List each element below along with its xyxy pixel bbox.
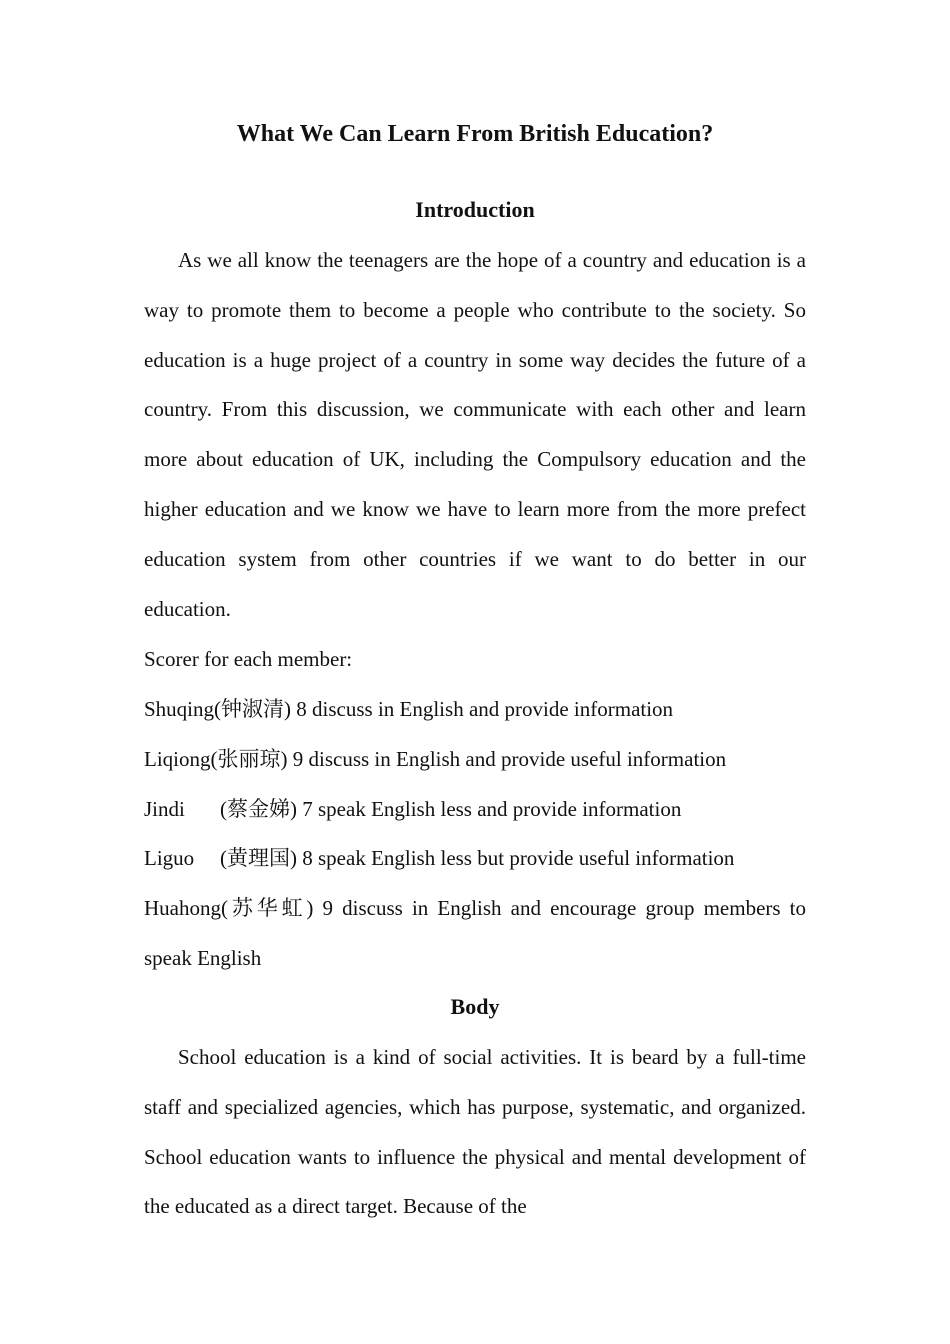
member-name: Jindi <box>144 797 185 821</box>
member-chinese-name: (苏华虹) <box>221 896 314 920</box>
member-chinese-name: (蔡金娣) <box>220 797 297 821</box>
member-chinese-name: (张丽琼) <box>210 747 288 771</box>
member-chinese-name: (钟淑清) <box>214 697 292 721</box>
member-name: Liguo <box>144 846 195 870</box>
member-chinese-name: (黄理国) <box>220 846 297 870</box>
member-row-jindi <box>144 785 806 835</box>
member-row-huahong <box>144 884 806 984</box>
member-name: Liqiong <box>144 747 211 771</box>
member-row-shuqing <box>144 685 806 735</box>
scorer-label: Scorer for each member: <box>144 647 353 671</box>
member-score: 7 speak English less and provide information <box>297 797 682 821</box>
member-score: 8 discuss in English and provide information <box>291 697 674 721</box>
member-name: Huahong <box>144 896 221 920</box>
member-score: 9 discuss in English and provide useful information <box>287 747 727 771</box>
member-row-liguo <box>144 834 806 884</box>
introduction-paragraph: As we all know the teenagers are the hope of a country and education is a way to promote them to become a people who contribute to the society. So education is a huge project of a country in some way decides the future of a country. From this discussion, we communicate with each other and learn more about education of UK, including the Compulsory education and the higher education and we know we have to learn more from the more prefect education system from other countries if we want to do better in our education. <box>144 248 806 621</box>
introduction-heading: Introduction <box>415 197 535 222</box>
member-row-liqiong <box>144 735 806 785</box>
member-score: 9 discuss in English and encourage group members to speak English <box>144 896 806 970</box>
body-heading: Body <box>450 994 500 1019</box>
member-score: 8 speak English less but provide useful information <box>297 846 735 870</box>
document-title: What We Can Learn From British Education? <box>236 121 714 147</box>
body-paragraph: School education is a kind of social activities. It is beard by a full-time staff and specialized agencies, which has purpose, systematic, and organized. School education wants to influence the physical and mental development of the educated as a direct target. Because of the <box>144 1045 806 1219</box>
member-name: Shuqing <box>144 697 215 721</box>
